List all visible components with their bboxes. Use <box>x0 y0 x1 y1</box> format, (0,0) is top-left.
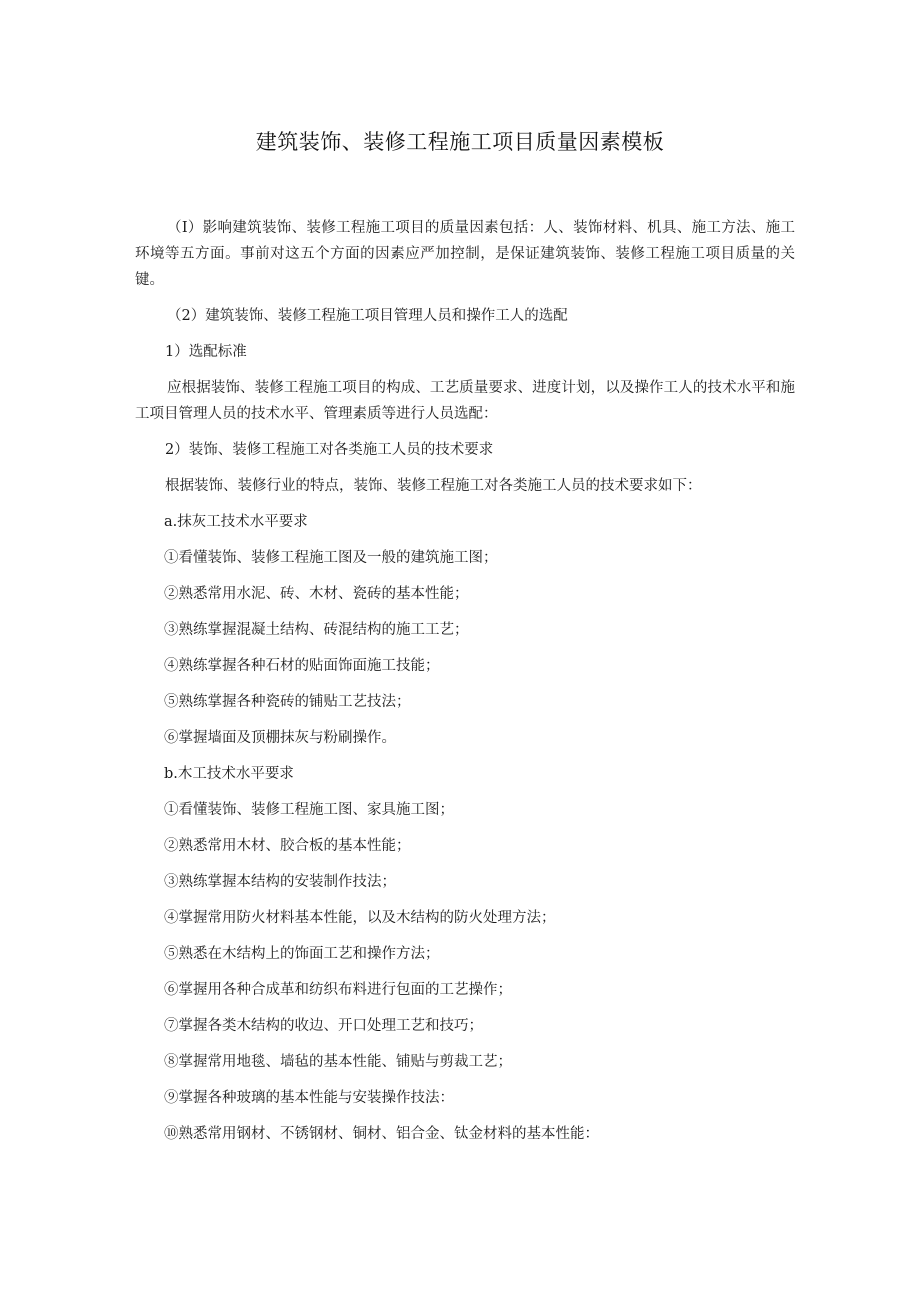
list-item: ④熟练掌握各种石材的贴面饰面施工技能； <box>164 658 440 674</box>
list-item: ③熟练掌握混凝土结构、砖混结构的施工工艺； <box>164 622 469 638</box>
list-item: ⑦掌握各类木结构的收边、开口处理工艺和技巧； <box>164 1018 483 1034</box>
paragraph-quality-factors: （I）影响建筑装饰、装修工程施工项目的质量因素包括：人、装饰材料、机具、施工方法、施工环境等五方面。事前对这五个方面的因素应严加控制，是保证建筑装饰、装修工程施工项目质量的关键。 <box>135 220 795 288</box>
heading-plasterer: a.抹灰工技术水平要求 <box>164 514 308 530</box>
list-item: ⑤熟练掌握各种瓷砖的铺贴工艺技法； <box>164 694 411 710</box>
paragraph-selection-basis: 应根据装饰、装修工程施工项目的构成、工艺质量要求、进度计划，以及操作工人的技术水平和施工项目管理人员的技术水平、管理素质等进行人员选配： <box>135 380 795 422</box>
list-item: ⑧掌握常用地毯、墙毡的基本性能、铺贴与剪裁工艺； <box>164 1054 512 1070</box>
section-heading-personnel: （2）建筑装饰、装修工程施工项目管理人员和操作工人的选配 <box>167 308 568 324</box>
document-title: 建筑装饰、装修工程施工项目质量因素模板 <box>255 130 665 154</box>
list-item: ⑤熟悉在木结构上的饰面工艺和操作方法； <box>164 946 440 962</box>
document-body <box>135 215 795 1157</box>
list-item: ④掌握常用防火材料基本性能，以及木结构的防火处理方法； <box>164 910 556 926</box>
list-item: ③熟练掌握本结构的安装制作技法； <box>164 874 396 890</box>
list-item: ⑩熟悉常用钢材、不锈钢材、铜材、铝合金、钛金材料的基本性能： <box>164 1126 599 1142</box>
list-item: ①看懂装饰、装修工程施工图、家具施工图； <box>164 802 454 818</box>
list-item: ②熟悉常用水泥、砖、木材、瓷砖的基本性能； <box>164 586 469 602</box>
list-item: ⑥掌握用各种合成革和纺织布料进行包面的工艺操作； <box>164 982 512 998</box>
subheading-selection-standard: 1）选配标准 <box>165 344 247 360</box>
list-item: ⑥掌握墙面及顶棚抹灰与粉刷操作。 <box>164 730 396 746</box>
paragraph-requirements-intro: 根据装饰、装修行业的特点，装饰、装修工程施工对各类施工人员的技术要求如下： <box>165 478 702 494</box>
heading-carpenter: b.木工技术水平要求 <box>164 766 294 782</box>
list-item: ⑨掌握各种玻璃的基本性能与安装操作技法： <box>164 1090 454 1106</box>
list-item: ②熟悉常用木材、胶合板的基本性能； <box>164 838 411 854</box>
subheading-technical-requirements: 2）装饰、装修工程施工对各类施工人员的技术要求 <box>165 442 494 458</box>
list-item: ①看懂装饰、装修工程施工图及一般的建筑施工图； <box>164 550 498 566</box>
